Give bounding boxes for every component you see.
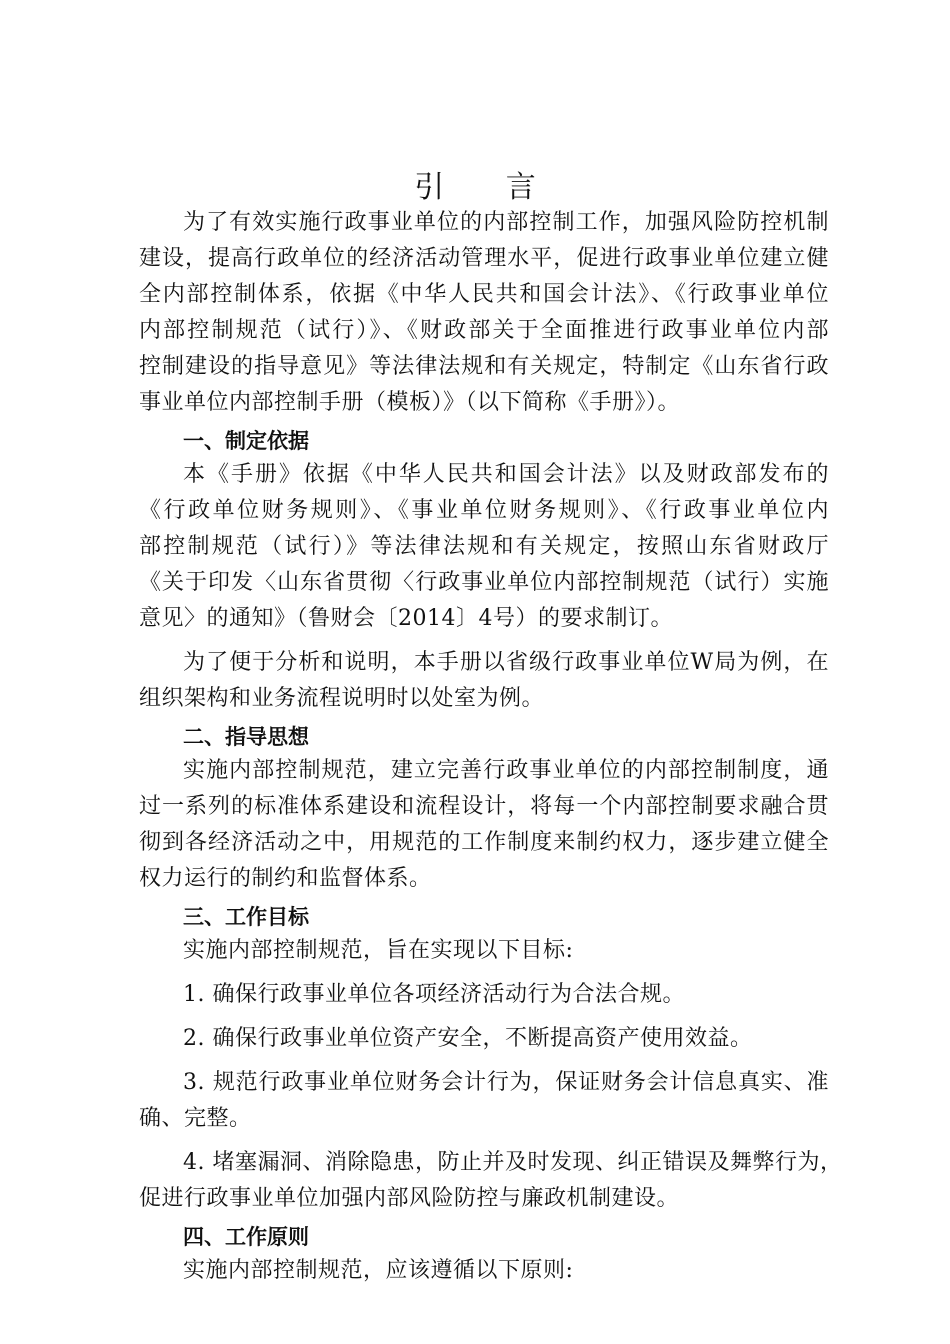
text-line: 彻到各经济活动之中，用规范的工作制度来制约权力，逐步建立健全 [139, 830, 829, 855]
principles-intro: 实施内部控制规范，应该遵循以下原则: [183, 1258, 574, 1283]
text-line: 意见〉的通知》（鲁财会〔2014〕4号）的要求制订。 [139, 606, 673, 631]
section-heading-guiding: 二、指导思想 [183, 725, 309, 749]
goal-item-1: 1. 确保行政事业单位各项经济活动行为合法合规。 [183, 982, 685, 1007]
page-title: 引 言 [414, 170, 562, 205]
section-heading-principles: 四、工作原则 [183, 1225, 309, 1249]
text-line: 控制建设的指导意见》等法律法规和有关规定，特制定《山东省行政 [139, 354, 829, 379]
document-body [139, 205, 843, 1289]
text-line: 过一系列的标准体系建设和流程设计，将每一个内部控制要求融合贯 [139, 794, 829, 819]
text-line: 为了有效实施行政事业单位的内部控制工作，加强风险防控机制 [183, 210, 829, 235]
section-heading-goals: 三、工作目标 [183, 905, 309, 929]
text-line: 4. 堵塞漏洞、消除隐患，防止并及时发现、纠正错误及舞弊行为， [183, 1150, 843, 1175]
paragraph-guiding [139, 753, 829, 897]
text-line: 内部控制规范（试行）》、《财政部关于全面推进行政事业单位内部 [139, 318, 829, 343]
text-line: 促进行政事业单位加强内部风险防控与廉政机制建设。 [139, 1186, 680, 1211]
section-heading-basis: 一、制定依据 [183, 429, 309, 453]
text-line: 事业单位内部控制手册（模板）》（以下简称《手册》）。 [139, 390, 681, 415]
text-line: 组织架构和业务流程说明时以处室为例。 [139, 686, 545, 711]
text-line: 确、完整。 [139, 1106, 252, 1131]
goal-item-4 [139, 1145, 843, 1217]
text-line: 本《手册》依据《中华人民共和国会计法》以及财政部发布的 [183, 462, 829, 487]
goals-intro: 实施内部控制规范，旨在实现以下目标: [183, 938, 574, 963]
text-line: 实施内部控制规范，建立完善行政事业单位的内部控制制度，通 [183, 758, 829, 783]
paragraph-basis [139, 457, 829, 637]
paragraph-intro [139, 205, 829, 421]
goal-item-3 [139, 1065, 829, 1137]
goal-item-2: 2. 确保行政事业单位资产安全，不断提高资产使用效益。 [183, 1026, 753, 1051]
text-line: 《关于印发〈山东省贯彻〈行政事业单位内部控制规范（试行）实施 [139, 570, 829, 595]
text-line: 权力运行的制约和监督体系。 [139, 866, 432, 891]
text-line: 《行政单位财务规则》、《事业单位财务规则》、《行政事业单位内 [139, 498, 829, 523]
text-line: 为了便于分析和说明，本手册以省级行政事业单位W局为例，在 [183, 650, 829, 675]
text-line: 全内部控制体系，依据《中华人民共和国会计法》、《行政事业单位 [139, 282, 829, 307]
paragraph-example [139, 645, 829, 717]
text-line: 建设，提高行政单位的经济活动管理水平，促进行政事业单位建立健 [139, 246, 829, 271]
text-line: 部控制规范（试行）》等法律法规和有关规定，按照山东省财政厅 [139, 534, 829, 559]
text-line: 3. 规范行政事业单位财务会计行为，保证财务会计信息真实、准 [183, 1070, 829, 1095]
